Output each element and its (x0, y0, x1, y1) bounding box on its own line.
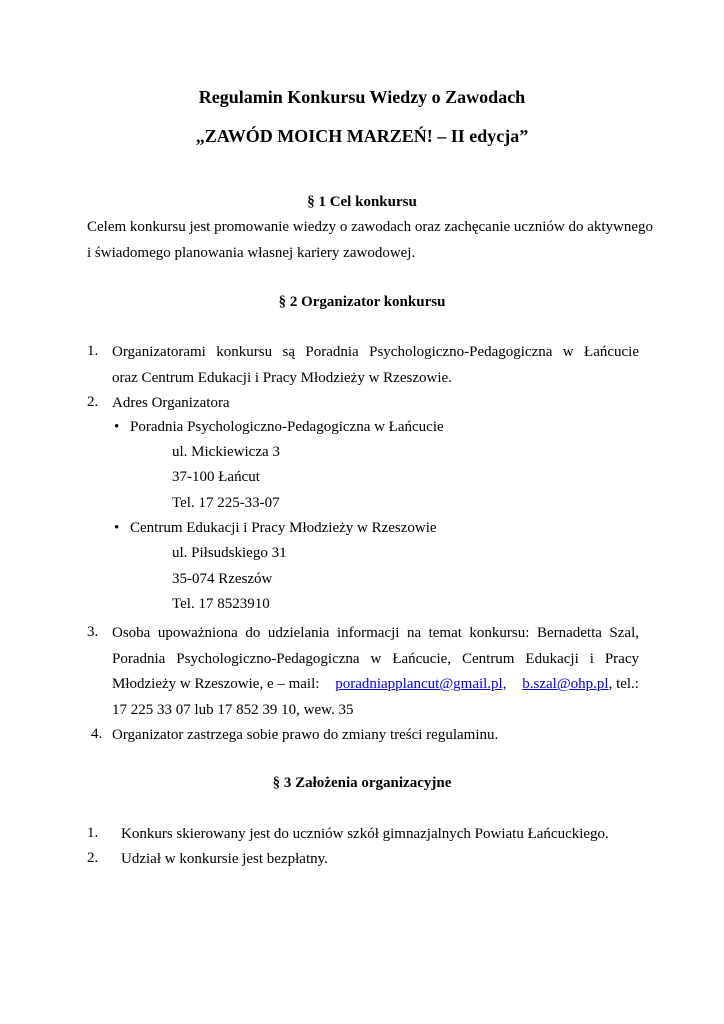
section-1-paragraph (87, 215, 654, 266)
list-item-line: oraz Centrum Edukacji i Pracy Młodzieży w Rzeszowie. (112, 369, 452, 386)
organizer-city: 35-074 Rzeszów (172, 571, 273, 587)
list-item-line: 17 225 33 07 lub 17 852 39 10, wew. 35 (112, 701, 354, 718)
section-2-heading: § 2 Organizator konkursu (278, 294, 446, 310)
list-item-text: Adres Organizatora (112, 395, 230, 411)
section-3-heading: § 3 Założenia organizacyjne (272, 775, 452, 791)
contact-prefix: Młodzieży w Rzeszowie, e – mail: (112, 676, 320, 692)
organizer-street: ul. Mickiewicza 3 (172, 444, 280, 460)
organizer-name: Poradnia Psychologiczno-Pedagogiczna w Łańcucie (130, 419, 444, 435)
paragraph-line: Celem konkursu jest promowanie wiedzy o zawodach oraz zachęcanie uczniów do aktywnego (87, 219, 654, 235)
list-number: 2. (87, 394, 99, 410)
list-item-text: Organizator zastrzega sobie prawo do zmiany treści regulaminu. (112, 727, 499, 743)
email-link-poradnia[interactable]: poradniapplancut@gmail.pl, (335, 676, 507, 692)
list-number: 1. (87, 343, 99, 359)
list-number: 2. (87, 850, 99, 866)
contact-suffix: , tel.: (608, 676, 639, 692)
organizer-phone: Tel. 17 8523910 (172, 596, 270, 612)
paragraph-line: i świadomego planowania własnej kariery zawodowej. (87, 244, 416, 261)
bullet-icon: • (114, 419, 120, 435)
list-number: 4. (91, 726, 103, 742)
list-item (112, 340, 639, 391)
organizer-street: ul. Piłsudskiego 31 (172, 545, 287, 561)
bullet-icon: • (114, 520, 120, 536)
organizer-phone: Tel. 17 225-33-07 (172, 495, 280, 511)
document-subtitle: „ZAWÓD MOICH MARZEŃ! – II edycja” (195, 126, 529, 146)
organizer-city: 37-100 Łańcut (172, 469, 260, 485)
organizer-name: Centrum Edukacji i Pracy Młodzieży w Rzeszowie (130, 520, 437, 536)
list-item-text: Konkurs skierowany jest do uczniów szkół gimnazjalnych Powiatu Łańcuckiego. (121, 826, 609, 842)
list-item-line: Organizatorami konkursu są Poradnia Psychologiczno-Pedagogiczna w Łańcucie (112, 344, 639, 360)
section-1-heading: § 1 Cel konkursu (307, 194, 417, 210)
list-item-line: Osoba upoważniona do udzielania informacji na temat konkursu: Bernadetta Szal, (112, 625, 639, 641)
list-number: 3. (87, 624, 99, 640)
list-item (112, 621, 639, 723)
contact-line (112, 672, 639, 698)
list-item-line: Poradnia Psychologiczno-Pedagogiczna w Łańcucie, Centrum Edukacji i Pracy (112, 650, 639, 667)
list-item-text: Udział w konkursie jest bezpłatny. (121, 851, 328, 867)
email-link-szal[interactable]: b.szal@ohp.pl (522, 676, 609, 692)
document-title: Regulamin Konkursu Wiedzy o Zawodach (198, 87, 526, 107)
list-number: 1. (87, 825, 99, 841)
